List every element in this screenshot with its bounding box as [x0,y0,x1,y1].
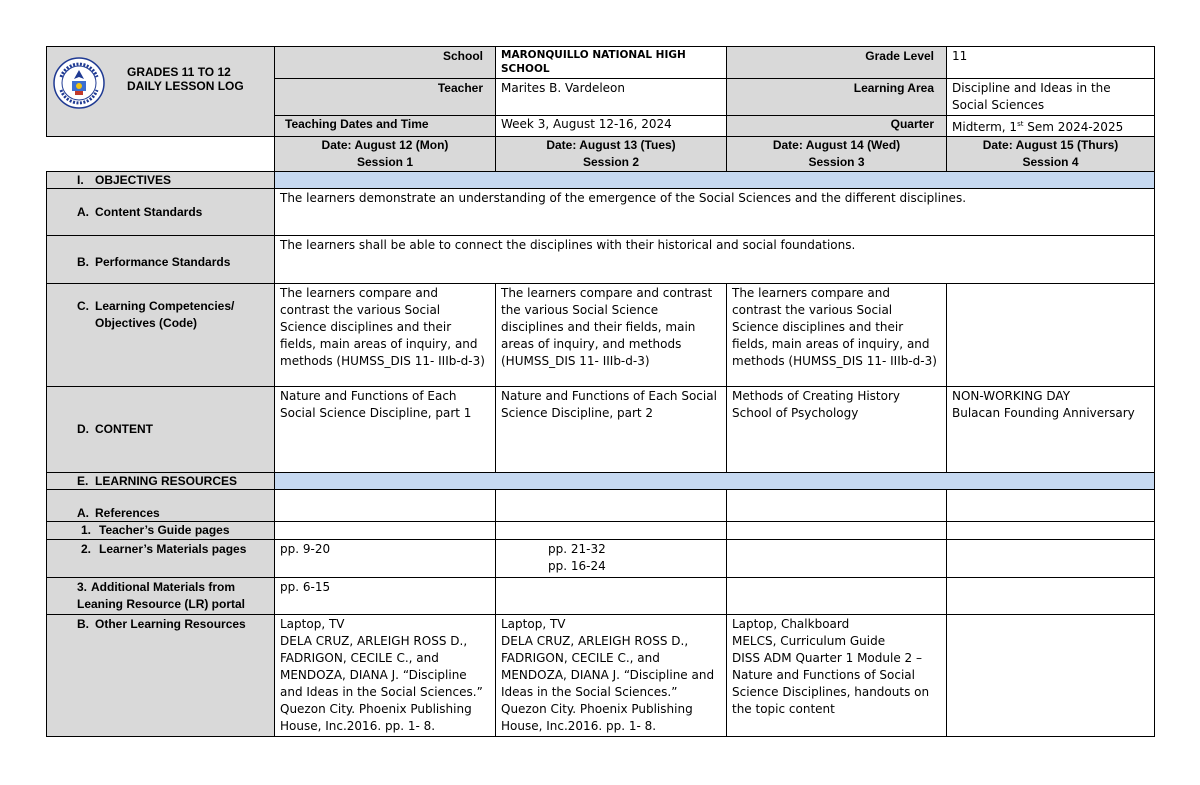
content-standards-label [47,189,275,236]
references-session-3 [727,490,947,522]
lm-session-1: pp. 9-20 [275,540,496,578]
school-value: MARONQUILLO NATIONAL HIGH SCHOOL [496,47,727,79]
content-session-2: Nature and Functions of Each Social Science Discipline, part 2 [496,387,727,473]
quarter-value-pre: Midterm, 1 [952,120,1018,134]
session-3-date: Date: August 14 (Wed) [772,138,901,152]
teacher-value: Marites B. Vardeleon [496,79,727,116]
learning-resources-heading-text: LEARNING RESOURCES [95,474,238,488]
school-label: School [275,47,496,79]
quarter-value [947,116,1155,137]
session-2-date: Date: August 13 (Tues) [546,138,676,152]
quarter-value-sup: st [1017,120,1024,128]
references-label [47,490,275,522]
objectives-band [275,172,1155,189]
other-resources-num: B. [77,617,89,631]
teacher-label: Teacher [275,79,496,116]
learning-area-label: Learning Area [727,79,947,116]
other-resources-text: Other Learning Resources [95,617,246,631]
competencies-label [47,284,275,387]
title-line-2: DAILY LESSON LOG [127,79,244,93]
other-session-4 [947,615,1155,737]
session-1-date: Date: August 12 (Mon) [321,138,449,152]
tg-session-1 [275,522,496,540]
document-title [127,65,244,93]
content-label [47,387,275,473]
blank-corner-cell [47,137,275,172]
session-4-label: Session 4 [1022,155,1079,169]
competency-session-2: The learners compare and contrast the various Social Science disciplines and their fields, main areas of inquiry, and methods (HUMSS_DIS 11- IIIb-d-3) [496,284,727,387]
additional-session-1: pp. 6-15 [275,578,496,615]
performance-standards-label [47,236,275,284]
performance-standards-text: The learners shall be able to connect the disciplines with their historical and social foundations. [275,236,1155,284]
session-3-label: Session 3 [808,155,865,169]
objectives-heading-num: I. [77,173,84,187]
quarter-label: Quarter [727,116,947,137]
lm-session-4 [947,540,1155,578]
additional-materials-text: Additional Materials from Leaning Resource (LR) portal [77,580,246,611]
other-session-2: Laptop, TV DELA CRUZ, ARLEIGH ROSS D., FADRIGON, CECILE C., and MENDOZA, DIANA J. “Discipline and Ideas in the Social Sciences.” Quezon City. Phoenix Publishing House, Inc.2016. pp. 1- 8. [496,615,727,737]
teachers-guide-num: 1. [81,523,92,537]
content-session-3: Methods of Creating History School of Psychology [727,387,947,473]
other-session-1: Laptop, TV DELA CRUZ, ARLEIGH ROSS D., FADRIGON, CECILE C., and MENDOZA, DIANA J. “Discipline and Ideas in the Social Sciences.” Quezon City. Phoenix Publishing House, Inc.2016. pp. 1- 8. [275,615,496,737]
references-session-4 [947,490,1155,522]
dates-label: Teaching Dates and Time [275,116,496,137]
content-label-text: CONTENT [95,422,153,436]
grade-level-value: 11 [947,47,1155,79]
teachers-guide-label [47,522,275,540]
competencies-num: C. [77,299,89,313]
content-session-4: NON-WORKING DAY Bulacan Founding Anniversary [947,387,1155,473]
content-standards-num: A. [77,204,89,219]
lm-session-3 [727,540,947,578]
additional-materials-num: 3. [77,580,88,594]
learning-resources-band [275,473,1155,490]
competencies-label-line1: Learning Competencies/ [95,299,235,313]
content-session-1: Nature and Functions of Each Social Science Discipline, part 1 [275,387,496,473]
competencies-label-line2: Objectives (Code) [95,316,198,330]
competency-session-1: The learners compare and contrast the various Social Science disciplines and their fields, main areas of inquiry, and methods (HUMSS_DIS 11- IIIb-d-3) [275,284,496,387]
references-session-2 [496,490,727,522]
session-4-header [947,137,1155,172]
session-2-label: Session 2 [582,155,640,169]
header-title-cell [47,47,275,137]
quarter-value-post: Sem 2024-2025 [1023,120,1124,134]
learners-materials-text: Learner’s Materials pages [99,542,247,556]
additional-materials-label [47,578,275,615]
lm-session-2: pp. 21-32 pp. 16-24 [496,540,727,578]
references-num: A. [77,506,89,520]
title-line-1: GRADES 11 TO 12 [127,65,231,79]
deped-seal-icon [53,57,105,109]
grade-level-label: Grade Level [727,47,947,79]
session-3-header [727,137,947,172]
teachers-guide-text: Teacher’s Guide pages [99,523,230,537]
competency-session-3: The learners compare and contrast the various Social Science disciplines and their fields, main areas of inquiry, and methods (HUMSS_DIS 11- IIIb-d-3) [727,284,947,387]
session-2-header [496,137,727,172]
session-4-date: Date: August 15 (Thurs) [982,138,1119,152]
additional-session-4 [947,578,1155,615]
learners-materials-num: 2. [81,542,92,556]
additional-session-3 [727,578,947,615]
session-1-header [275,137,496,172]
content-standards-text-label: Content Standards [95,204,203,219]
learners-materials-label [47,540,275,578]
content-num: D. [77,422,89,436]
learning-area-value: Discipline and Ideas in the Social Sciences [947,79,1155,116]
session-1-label: Session 1 [356,155,414,169]
other-session-3: Laptop, Chalkboard MELCS, Curriculum Guide DISS ADM Quarter 1 Module 2 – Nature and Functions of Social Science Disciplines, handouts on the topic content [727,615,947,737]
other-resources-label [47,615,275,737]
additional-session-2 [496,578,727,615]
daily-lesson-log-table [46,46,1155,737]
dates-value: Week 3, August 12-16, 2024 [496,116,727,137]
objectives-heading-text: OBJECTIVES [95,173,172,187]
tg-session-4 [947,522,1155,540]
content-standards-text: The learners demonstrate an understanding of the emergence of the Social Sciences and the different disciplines. [275,189,1155,236]
objectives-heading [47,172,275,189]
performance-standards-text-label: Performance Standards [95,255,231,269]
learning-resources-heading [47,473,275,490]
learning-resources-num: E. [77,474,89,488]
tg-session-2 [496,522,727,540]
competency-session-4 [947,284,1155,387]
tg-session-3 [727,522,947,540]
performance-standards-num: B. [77,255,89,269]
references-session-1 [275,490,496,522]
references-label-text: References [95,506,160,520]
